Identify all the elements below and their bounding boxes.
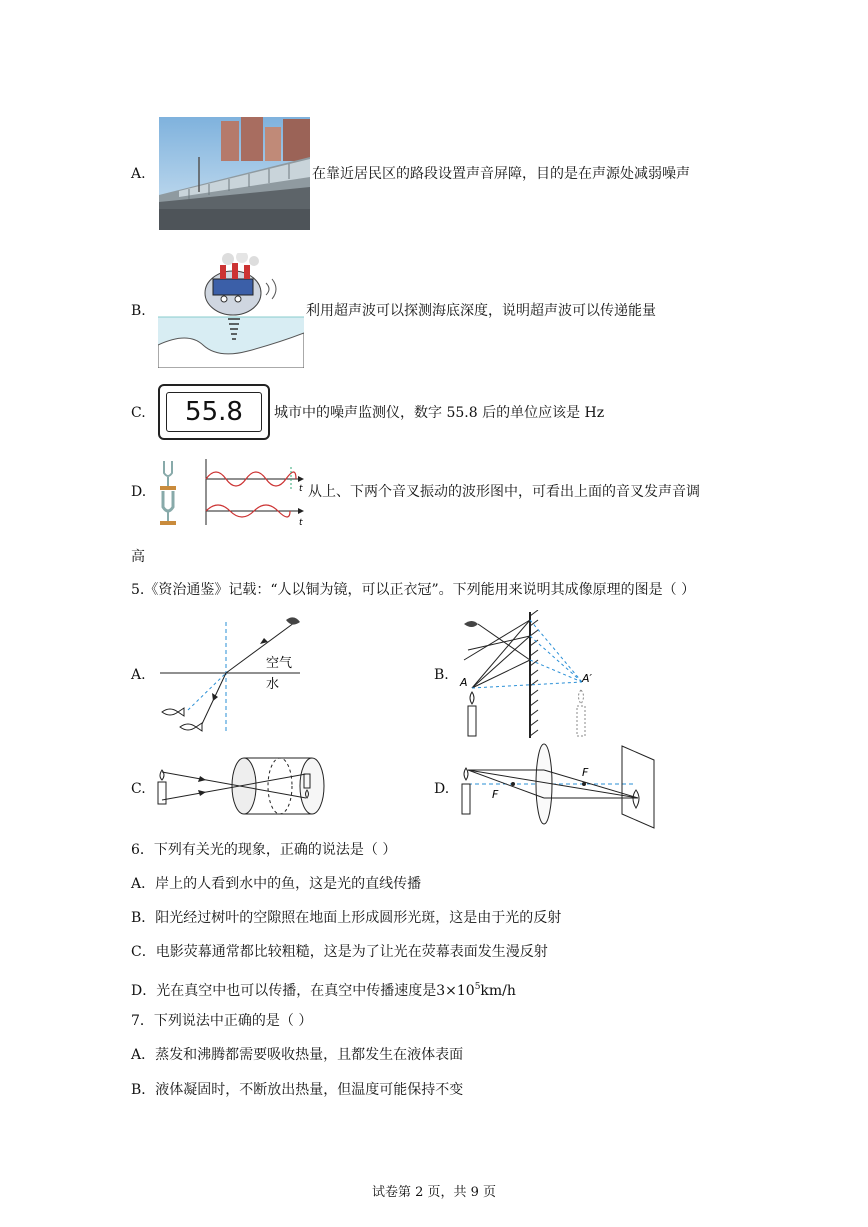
axis-t-bottom: t bbox=[299, 518, 303, 528]
q4-option-c-text: 城市中的噪声监测仪，数字 55.8 后的单位应该是 Hz bbox=[274, 405, 605, 421]
fish-icon bbox=[162, 708, 184, 716]
q4-option-d-text: 从上、下两个音叉振动的波形图中，可看出上面的音叉发声音调 bbox=[308, 484, 700, 500]
water-label: 水 bbox=[266, 677, 280, 692]
q7-stem: 7．下列说法中正确的是（ ） bbox=[131, 1013, 313, 1029]
tuning-fork-icon-top bbox=[160, 461, 176, 490]
fish-image-icon bbox=[180, 723, 202, 731]
sound-barrier-photo bbox=[159, 117, 310, 230]
page-footer: 试卷第 2 页，共 9 页 bbox=[371, 1185, 497, 1200]
noise-monitor-display: 55.8 bbox=[166, 392, 262, 432]
pinhole-camera-diagram bbox=[154, 752, 334, 816]
noise-monitor-frame bbox=[158, 384, 270, 440]
q4-option-d-text-cont: 高 bbox=[131, 549, 145, 565]
q6-option-d-unit: km/h bbox=[480, 983, 516, 999]
point-a-prime-label: A′ bbox=[582, 672, 593, 685]
q4-option-a-text: 在靠近居民区的路段设置声音屏障，目的是在声源处减弱噪声 bbox=[312, 166, 690, 182]
q4-option-c-label: C. bbox=[131, 405, 146, 421]
tuning-fork-icon-bottom bbox=[160, 491, 176, 525]
q4-option-a-label: A. bbox=[131, 166, 146, 182]
q6-option-b: B．阳光经过树叶的空隙照在地面上形成圆形光斑，这是由于光的反射 bbox=[131, 910, 562, 926]
q6-stem: 6．下列有关光的现象，正确的说法是（ ） bbox=[131, 842, 397, 858]
inverted-candle-icon bbox=[633, 790, 639, 808]
plane-mirror-diagram bbox=[458, 610, 606, 740]
eye-icon bbox=[464, 621, 478, 627]
q6-option-d-value: 3×10 bbox=[436, 983, 475, 999]
candle-icon bbox=[462, 768, 470, 814]
q7-option-b: B．液体凝固时，不断放出热量，但温度可能保持不变 bbox=[131, 1082, 464, 1098]
q4-option-b-text: 利用超声波可以探测海底深度，说明超声波可以传递能量 bbox=[306, 303, 656, 319]
q7-option-a: A．蒸发和沸腾都需要吸收热量，且都发生在液体表面 bbox=[131, 1047, 464, 1063]
refraction-diagram bbox=[158, 612, 308, 737]
q6-option-d bbox=[131, 979, 516, 999]
q5-option-c-label: C. bbox=[131, 781, 146, 797]
point-a-label: A bbox=[460, 676, 468, 689]
q5-stem: 5.《资治通鉴》记载：“人以铜为镜，可以正衣冠”。下列能用来说明其成像原理的图是（ ） bbox=[131, 582, 696, 598]
q5-option-d-label: D. bbox=[434, 781, 450, 797]
q6-option-d-prefix: D．光在真空中也可以传播，在真空中传播速度是 bbox=[131, 983, 437, 999]
candle-icon bbox=[468, 692, 476, 736]
q5-option-b-label: B. bbox=[434, 667, 449, 683]
tuning-fork-waveforms bbox=[158, 455, 306, 529]
convex-lens-diagram bbox=[456, 740, 662, 832]
axis-t-top: t bbox=[299, 484, 303, 494]
q6-option-a: A．岸上的人看到水中的鱼，这是光的直线传播 bbox=[131, 876, 422, 892]
q6-option-c: C．电影荧幕通常都比较粗糙，这是为了让光在荧幕表面发生漫反射 bbox=[131, 944, 548, 960]
q6-option-d-exponent: 5 bbox=[474, 982, 481, 992]
focus-label-left: F bbox=[492, 788, 499, 801]
q4-option-d-label: D. bbox=[131, 484, 147, 500]
candle-icon bbox=[158, 770, 166, 804]
ship-ultrasound-illustration bbox=[158, 253, 304, 368]
q5-option-a-label: A. bbox=[131, 667, 146, 683]
air-label: 空气 bbox=[266, 656, 293, 671]
q4-option-b-label: B. bbox=[131, 303, 146, 319]
focus-label-right: F bbox=[582, 766, 589, 779]
candle-image-icon bbox=[577, 690, 585, 736]
